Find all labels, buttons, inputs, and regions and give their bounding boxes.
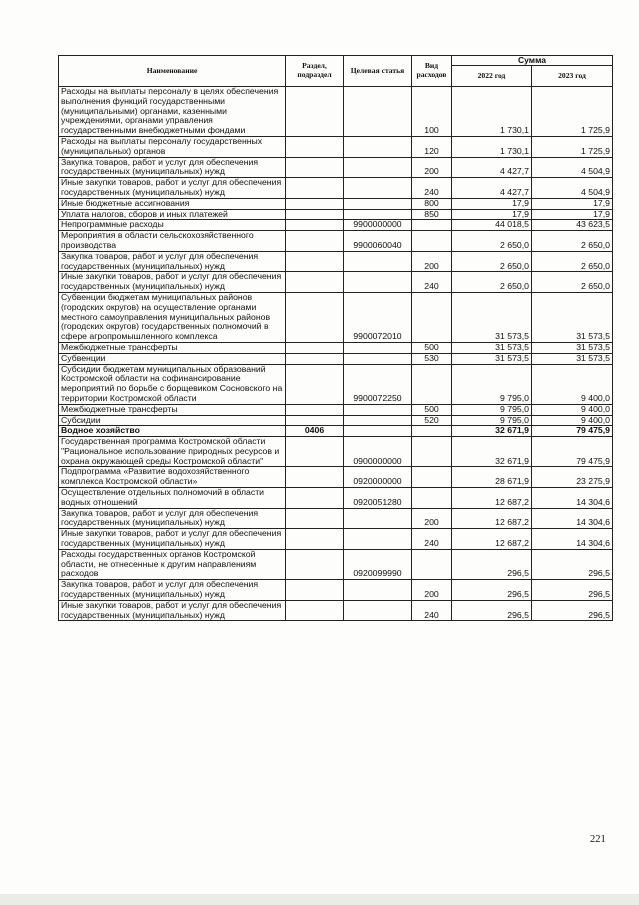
cell-2022: 32 671,9 — [452, 437, 532, 467]
cell-2023: 296,5 — [532, 549, 613, 579]
cell-section — [286, 437, 344, 467]
cell-2023: 4 504,9 — [532, 157, 613, 178]
cell-target — [344, 600, 412, 621]
cell-target — [344, 198, 412, 209]
cell-type: 500 — [412, 342, 452, 353]
cell-name: Уплата налогов, сборов и иных платежей — [59, 209, 286, 220]
cell-2022: 9 795,0 — [452, 364, 532, 404]
table-row — [59, 251, 613, 272]
cell-name: Расходы на выплаты персоналу государственных (муниципальных) органов — [59, 136, 286, 157]
header-name: Наименование — [59, 56, 286, 87]
table-row — [59, 272, 613, 293]
cell-2023: 17,9 — [532, 198, 613, 209]
cell-section — [286, 549, 344, 579]
cell-2022: 2 650,0 — [452, 231, 532, 252]
cell-section: 0406 — [286, 426, 344, 437]
cell-2023: 1 725,9 — [532, 136, 613, 157]
cell-section — [286, 136, 344, 157]
cell-2022: 296,5 — [452, 600, 532, 621]
cell-name: Государственная программа Костромской области "Рациональное использование природных ресурсов и охрана окружающей среды Костромской области" — [59, 437, 286, 467]
cell-name: Подпрограмма «Развитие водохозяйственного комплекса Костромской области» — [59, 467, 286, 488]
cell-name: Межбюджетные трансферты — [59, 342, 286, 353]
cell-2023: 4 504,9 — [532, 178, 613, 199]
table-row — [59, 198, 613, 209]
cell-2022: 4 427,7 — [452, 178, 532, 199]
table-row — [59, 508, 613, 529]
header-year-2022: 2022 год — [452, 66, 532, 87]
cell-target — [344, 178, 412, 199]
cell-target: 0920000000 — [344, 467, 412, 488]
table-row — [59, 580, 613, 601]
cell-type: 240 — [412, 272, 452, 293]
cell-type — [412, 220, 452, 231]
cell-target: 9900072250 — [344, 364, 412, 404]
cell-2022: 31 573,5 — [452, 353, 532, 364]
table-row — [59, 231, 613, 252]
page-number: 221 — [590, 834, 606, 845]
table-row — [59, 437, 613, 467]
cell-2023: 31 573,5 — [532, 353, 613, 364]
cell-type — [412, 231, 452, 252]
cell-2022: 12 687,2 — [452, 529, 532, 550]
cell-name: Осуществление отдельных полномочий в области водных отношений — [59, 488, 286, 509]
cell-type: 800 — [412, 198, 452, 209]
table-row — [59, 178, 613, 199]
cell-name: Иные закупки товаров, работ и услуг для обеспечения государственных (муниципальных) нужд — [59, 600, 286, 621]
cell-target — [344, 342, 412, 353]
cell-name: Расходы на выплаты персоналу в целях обеспечения выполнения функций государственными (муниципальными) органами, казенными учреждениями, органами управления государственными внебюджетными фондами — [59, 87, 286, 137]
cell-2022: 9 795,0 — [452, 404, 532, 415]
cell-type: 500 — [412, 404, 452, 415]
cell-2023: 79 475,9 — [532, 426, 613, 437]
table-row — [59, 529, 613, 550]
table-body — [59, 87, 613, 621]
cell-target: 0920099990 — [344, 549, 412, 579]
cell-section — [286, 342, 344, 353]
cell-2023: 296,5 — [532, 580, 613, 601]
cell-target — [344, 136, 412, 157]
cell-2022: 12 687,2 — [452, 508, 532, 529]
table-row — [59, 600, 613, 621]
cell-type: 200 — [412, 508, 452, 529]
cell-2023: 9 400,0 — [532, 415, 613, 426]
cell-type: 520 — [412, 415, 452, 426]
cell-target — [344, 529, 412, 550]
cell-type: 200 — [412, 580, 452, 601]
table-row — [59, 87, 613, 137]
table-header — [59, 56, 613, 87]
table-row — [59, 364, 613, 404]
cell-section — [286, 157, 344, 178]
cell-target — [344, 508, 412, 529]
cell-2023: 2 650,0 — [532, 251, 613, 272]
cell-section — [286, 220, 344, 231]
cell-2023: 1 725,9 — [532, 87, 613, 137]
cell-2022: 4 427,7 — [452, 157, 532, 178]
cell-type: 200 — [412, 251, 452, 272]
cell-target — [344, 87, 412, 137]
cell-name: Непрограммные расходы — [59, 220, 286, 231]
cell-target — [344, 580, 412, 601]
cell-target — [344, 272, 412, 293]
cell-name: Закупка товаров, работ и услуг для обеспечения государственных (муниципальных) нужд — [59, 508, 286, 529]
cell-2022: 1 730,1 — [452, 136, 532, 157]
cell-2022: 296,5 — [452, 549, 532, 579]
table-row — [59, 415, 613, 426]
cell-type — [412, 364, 452, 404]
cell-2022: 12 687,2 — [452, 488, 532, 509]
cell-type: 240 — [412, 600, 452, 621]
header-sum: Сумма — [452, 56, 613, 66]
cell-section — [286, 580, 344, 601]
cell-name: Субвенции бюджетам муниципальных районов (городских округов) на осуществление органами местного самоуправления муниципальных районов (городских округов) государственных полномочий в сфере агропромышленного комплекса — [59, 292, 286, 342]
cell-2022: 44 018,5 — [452, 220, 532, 231]
cell-2023: 2 650,0 — [532, 272, 613, 293]
cell-2022: 31 573,5 — [452, 342, 532, 353]
header-type: Вид расходов — [412, 56, 452, 87]
cell-section — [286, 231, 344, 252]
cell-target — [344, 353, 412, 364]
cell-section — [286, 198, 344, 209]
header-target: Целевая статья — [344, 56, 412, 87]
cell-section — [286, 292, 344, 342]
cell-2023: 79 475,9 — [532, 437, 613, 467]
cell-section — [286, 467, 344, 488]
cell-name: Иные закупки товаров, работ и услуг для обеспечения государственных (муниципальных) нужд — [59, 178, 286, 199]
cell-2022: 2 650,0 — [452, 251, 532, 272]
cell-2022: 28 671,9 — [452, 467, 532, 488]
cell-name: Мероприятия в области сельскохозяйственного производства — [59, 231, 286, 252]
cell-2022: 31 573,5 — [452, 292, 532, 342]
cell-type — [412, 467, 452, 488]
cell-name: Субсидии бюджетам муниципальных образований Костромской области на софинансирование мероприятий по борьбе с борщевиком Сосновского на территории Костромской области — [59, 364, 286, 404]
budget-table — [58, 55, 613, 621]
cell-target — [344, 415, 412, 426]
cell-type — [412, 292, 452, 342]
cell-name: Субсидии — [59, 415, 286, 426]
cell-2022: 2 650,0 — [452, 272, 532, 293]
table-row — [59, 404, 613, 415]
cell-target — [344, 426, 412, 437]
cell-target: 0920051280 — [344, 488, 412, 509]
cell-2023: 2 650,0 — [532, 231, 613, 252]
table-row — [59, 426, 613, 437]
cell-type: 240 — [412, 178, 452, 199]
table-row — [59, 220, 613, 231]
cell-2023: 31 573,5 — [532, 292, 613, 342]
cell-name: Субвенции — [59, 353, 286, 364]
cell-target — [344, 404, 412, 415]
table-row — [59, 342, 613, 353]
cell-name: Иные закупки товаров, работ и услуг для обеспечения государственных (муниципальных) нужд — [59, 529, 286, 550]
cell-type — [412, 549, 452, 579]
cell-target: 9900072010 — [344, 292, 412, 342]
cell-2023: 296,5 — [532, 600, 613, 621]
cell-section — [286, 178, 344, 199]
table-row — [59, 157, 613, 178]
cell-target — [344, 157, 412, 178]
cell-2022: 17,9 — [452, 198, 532, 209]
table-row — [59, 467, 613, 488]
cell-type: 240 — [412, 529, 452, 550]
cell-type: 530 — [412, 353, 452, 364]
cell-2023: 14 304,6 — [532, 529, 613, 550]
cell-name: Расходы государственных органов Костромской области, не отнесенные к другим направлениям расходов — [59, 549, 286, 579]
cell-target — [344, 209, 412, 220]
cell-type: 850 — [412, 209, 452, 220]
cell-2023: 9 400,0 — [532, 364, 613, 404]
table-row — [59, 488, 613, 509]
table-row — [59, 136, 613, 157]
cell-name: Иные закупки товаров, работ и услуг для обеспечения государственных (муниципальных) нужд — [59, 272, 286, 293]
cell-type — [412, 426, 452, 437]
table-row — [59, 549, 613, 579]
scan-bottom-strip — [0, 894, 639, 905]
table-row — [59, 292, 613, 342]
cell-section — [286, 404, 344, 415]
cell-2023: 9 400,0 — [532, 404, 613, 415]
cell-name: Закупка товаров, работ и услуг для обеспечения государственных (муниципальных) нужд — [59, 251, 286, 272]
cell-section — [286, 415, 344, 426]
cell-type: 120 — [412, 136, 452, 157]
cell-2023: 31 573,5 — [532, 342, 613, 353]
cell-2022: 32 671,9 — [452, 426, 532, 437]
header-year-2023: 2023 год — [532, 66, 613, 87]
cell-name: Водное хозяйство — [59, 426, 286, 437]
cell-2022: 1 730,1 — [452, 87, 532, 137]
cell-type — [412, 488, 452, 509]
cell-2023: 23 275,9 — [532, 467, 613, 488]
cell-target: 0900000000 — [344, 437, 412, 467]
cell-name: Закупка товаров, работ и услуг для обеспечения государственных (муниципальных) нужд — [59, 157, 286, 178]
cell-2022: 296,5 — [452, 580, 532, 601]
cell-2023: 14 304,6 — [532, 508, 613, 529]
cell-section — [286, 353, 344, 364]
cell-2023: 43 623,5 — [532, 220, 613, 231]
cell-section — [286, 209, 344, 220]
cell-name: Межбюджетные трансферты — [59, 404, 286, 415]
cell-section — [286, 529, 344, 550]
cell-section — [286, 364, 344, 404]
cell-section — [286, 251, 344, 272]
cell-target — [344, 251, 412, 272]
cell-target: 9900000000 — [344, 220, 412, 231]
cell-2022: 9 795,0 — [452, 415, 532, 426]
table-row — [59, 353, 613, 364]
cell-type — [412, 437, 452, 467]
cell-type: 100 — [412, 87, 452, 137]
cell-2022: 17,9 — [452, 209, 532, 220]
cell-target: 9900060040 — [344, 231, 412, 252]
cell-2023: 14 304,6 — [532, 488, 613, 509]
cell-section — [286, 488, 344, 509]
cell-name: Закупка товаров, работ и услуг для обеспечения государственных (муниципальных) нужд — [59, 580, 286, 601]
cell-section — [286, 508, 344, 529]
cell-section — [286, 87, 344, 137]
cell-type: 200 — [412, 157, 452, 178]
cell-2023: 17,9 — [532, 209, 613, 220]
header-section: Раздел, подраздел — [286, 56, 344, 87]
cell-name: Иные бюджетные ассигнования — [59, 198, 286, 209]
cell-section — [286, 600, 344, 621]
cell-section — [286, 272, 344, 293]
table-row — [59, 209, 613, 220]
